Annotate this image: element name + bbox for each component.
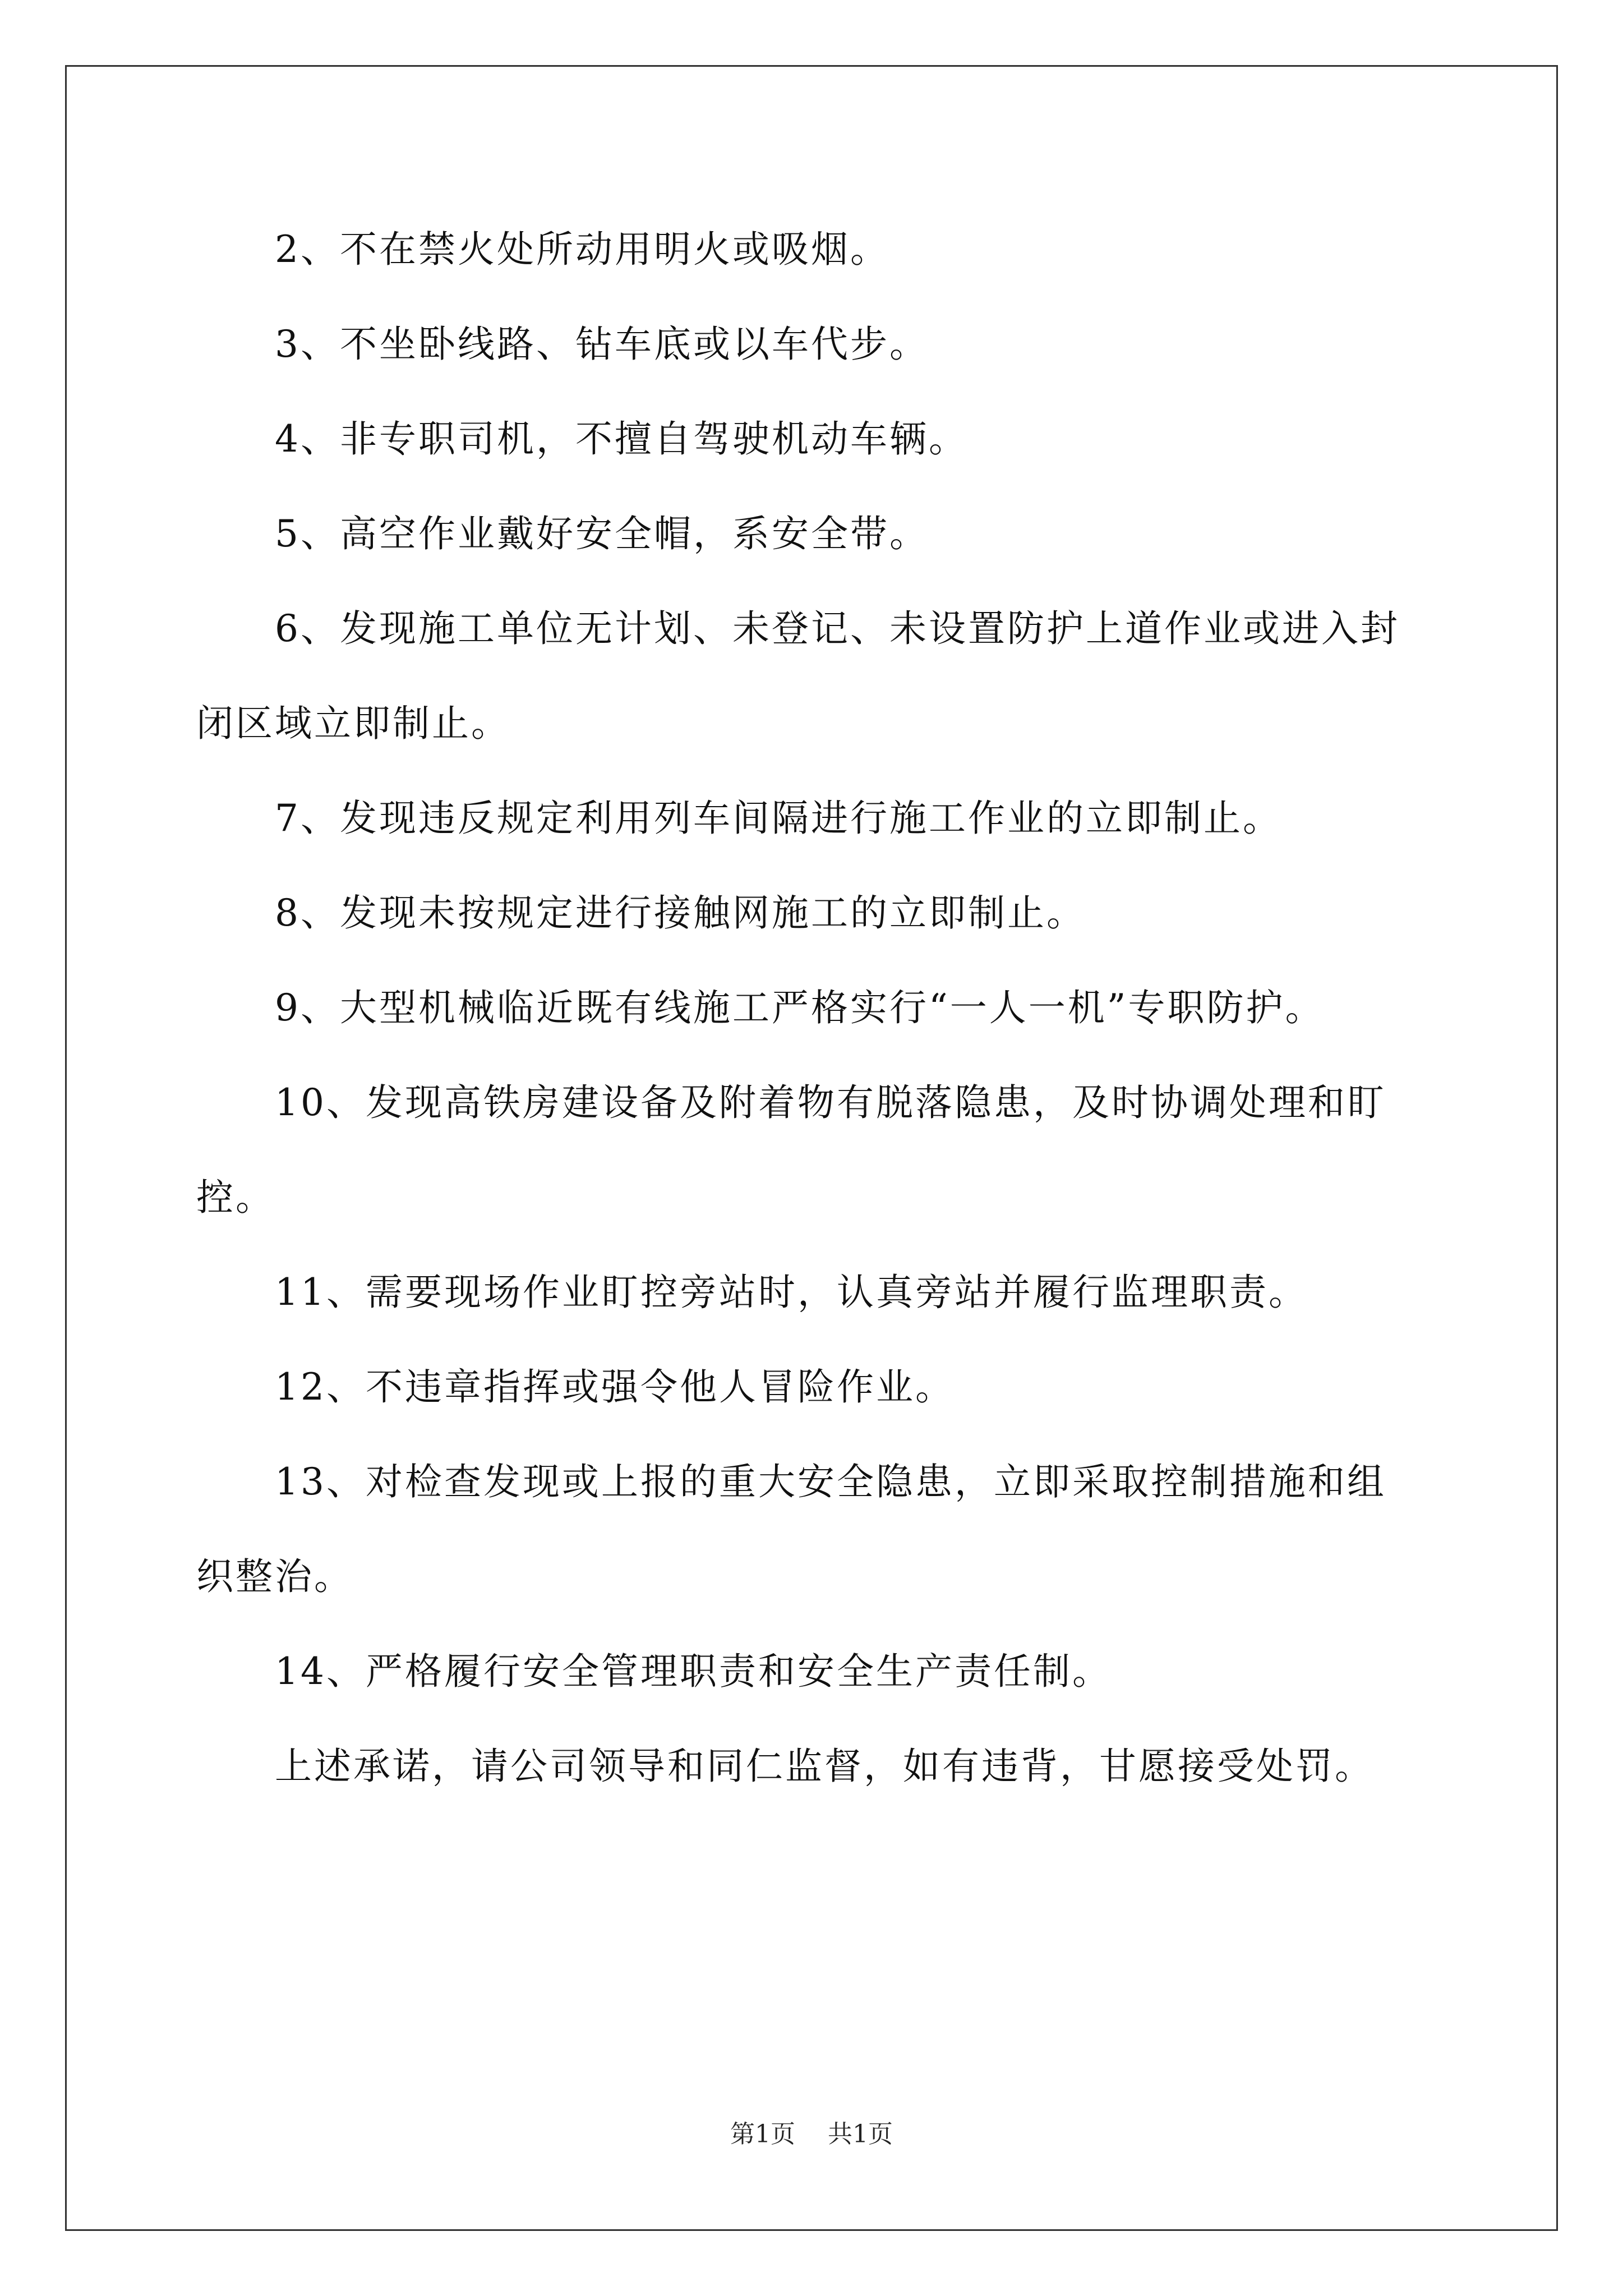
- page-number: 第1页: [730, 2120, 795, 2148]
- text-line: 上述承诺，请公司领导和同仁监督，如有违背，甘愿接受处罚。: [275, 1745, 1374, 1788]
- text-line: 12、不违章指挥或强令他人冒险作业。: [275, 1365, 955, 1409]
- text-line: 3、不坐卧线路、钻车底或以车代步。: [275, 323, 929, 366]
- text-line: 闭区域立即制止。: [196, 702, 510, 745]
- page-footer: [0, 2119, 1623, 2150]
- text-line: 14、严格履行安全管理职责和安全生产责任制。: [275, 1650, 1112, 1693]
- text-line: 4、非专职司机，不擅自驾驶机动车辆。: [275, 417, 968, 461]
- text-line: 织整治。: [196, 1555, 353, 1598]
- text-line: 控。: [196, 1176, 275, 1219]
- text-line: 10、发现高铁房建设备及附着物有脱落隐患，及时协调处理和盯: [275, 1081, 1386, 1124]
- text-line: 2、不在禁火处所动用明火或吸烟。: [275, 228, 889, 271]
- page-total: 共1页: [828, 2120, 893, 2148]
- text-line: 6、发现施工单位无计划、未登记、未设置防护上道作业或进入封: [275, 607, 1400, 650]
- text-line: 7、发现违反规定利用列车间隔进行施工作业的立即制止。: [275, 797, 1282, 840]
- text-line: 8、发现未按规定进行接触网施工的立即制止。: [275, 891, 1086, 935]
- text-line: 11、需要现场作业盯控旁站时，认真旁站并履行监理职责。: [275, 1271, 1308, 1314]
- text-line: 5、高空作业戴好安全帽，系安全带。: [275, 512, 929, 555]
- text-line: 9、大型机械临近既有线施工严格实行“一人一机”专职防护。: [275, 986, 1325, 1029]
- text-line: 13、对检查发现或上报的重大安全隐患，立即采取控制措施和组: [275, 1460, 1386, 1503]
- page-frame: [65, 65, 1558, 2231]
